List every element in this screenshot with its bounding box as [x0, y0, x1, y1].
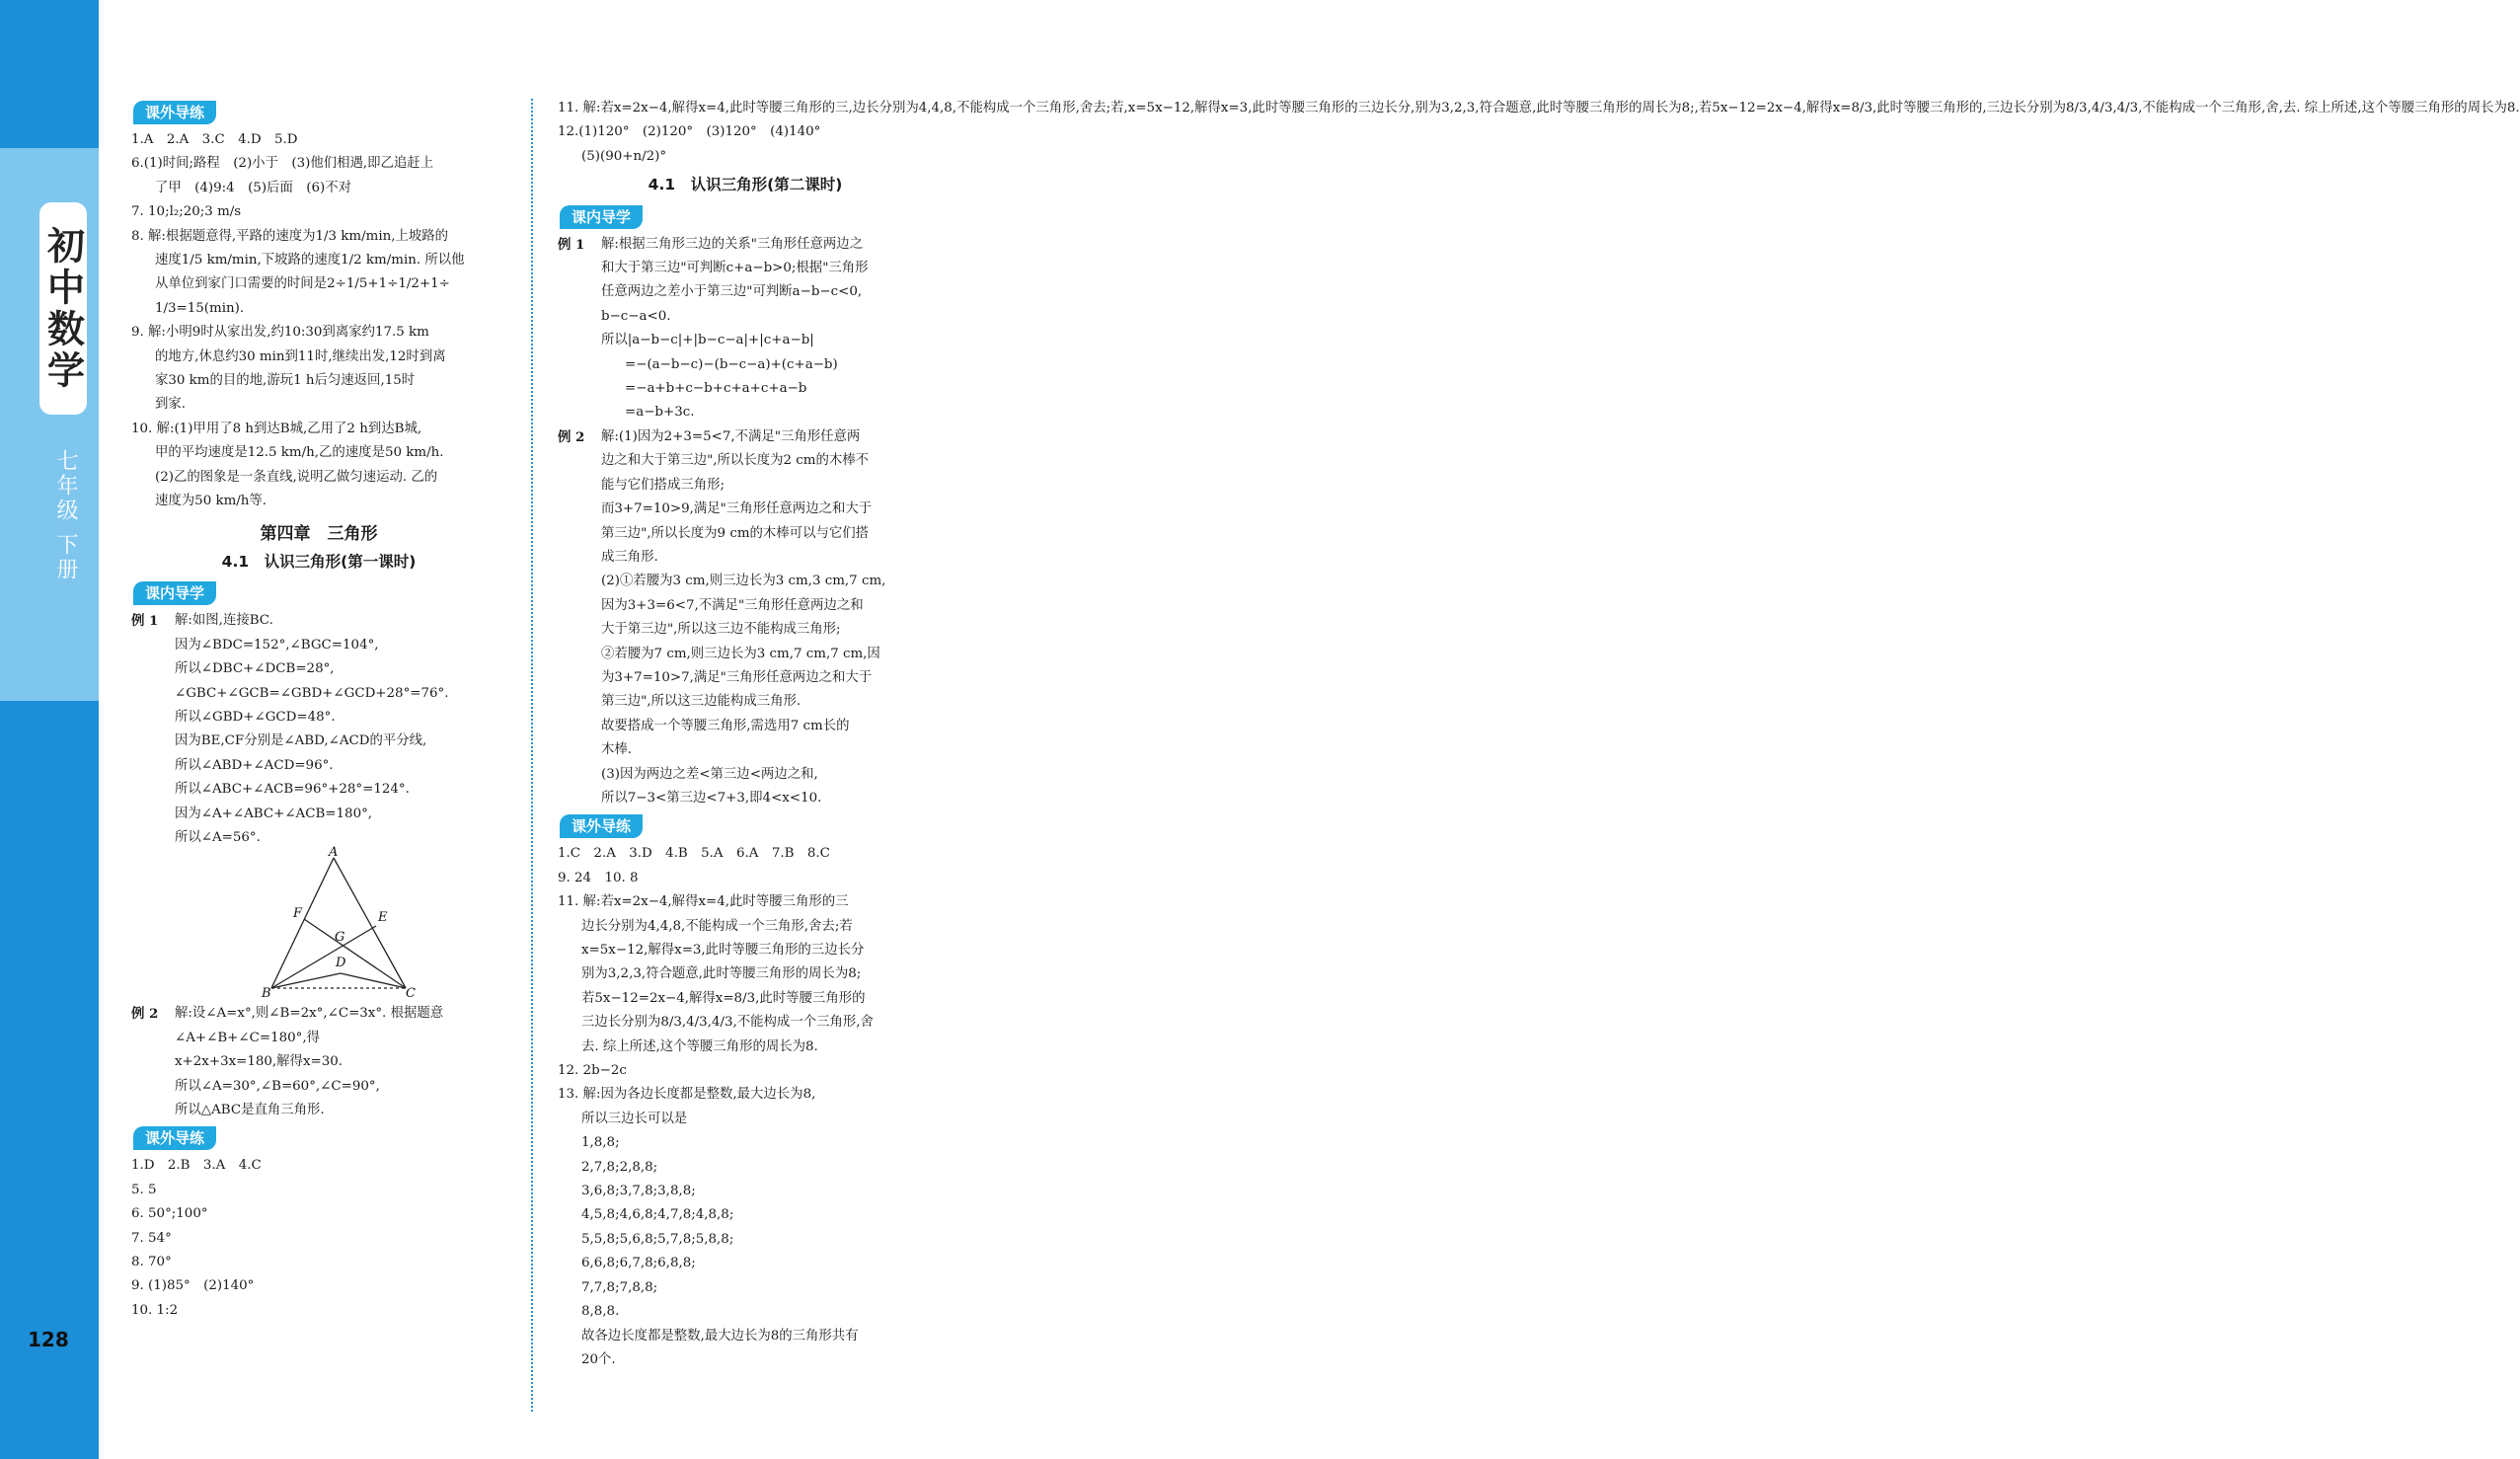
- solution-line: 边之和大于第三边",所以长度为2 cm的木棒不: [601, 453, 870, 469]
- solution-line: (3)因为两边之差<第三边<两边之和,: [601, 766, 818, 782]
- answer-line: 甲的平均速度是12.5 km/h,乙的速度是50 km/h.: [155, 445, 444, 461]
- sidebar: [0, 0, 99, 1459]
- answer-line: 6.(1)时间;路程 (2)小于 (3)他们相遇,即乙追赶上: [131, 156, 434, 172]
- answer-line: 8. 70°: [131, 1255, 172, 1270]
- example-label: 例 1: [131, 613, 159, 630]
- solution-line: =a−b+3c.: [625, 405, 695, 421]
- answer-line: 7. 54°: [131, 1230, 172, 1246]
- solution-line: 解:如图,连接BC.: [175, 613, 273, 629]
- answer-line: 1/3=15(min).: [155, 300, 245, 316]
- solution-line: 所以∠GBD+∠GCD=48°.: [175, 709, 336, 725]
- answer-line: (5)(90+n/2)°: [581, 148, 667, 164]
- left-column: [131, 97, 506, 1323]
- solution-line: 所以∠ABD+∠ACD=96°.: [175, 757, 334, 773]
- answer-line: 故各边长度都是整数,最大边长为8的三角形共有: [581, 1328, 859, 1344]
- example-2: [558, 425, 933, 811]
- edge-ab: [271, 858, 334, 988]
- triangle-figure: [131, 845, 506, 1002]
- label-e: E: [378, 910, 388, 926]
- label-c: C: [406, 986, 416, 1002]
- solution-line: 所以7−3<第三边<7+3,即4<x<10.: [601, 790, 822, 806]
- right-column: [558, 97, 2520, 1372]
- solution-line: b−c−a<0.: [601, 308, 671, 324]
- solution-line: 解:根据三角形三边的关系"三角形任意两边之: [601, 236, 864, 252]
- sidebar-title: 初中数学: [40, 225, 85, 392]
- solution-line: 解:(1)因为2+3=5<7,不满足"三角形任意两: [601, 428, 861, 444]
- answer-line: 10. 解:(1)甲用了8 h到达B城,乙用了2 h到达B城,: [131, 421, 422, 436]
- solution-line: 因为∠BDC=152°,∠BGC=104°,: [175, 637, 379, 653]
- solution-line: 因为BE,CF分别是∠ABD,∠ACD的平分线,: [175, 733, 427, 749]
- answer-line: 7,7,8;7,8,8;: [581, 1279, 658, 1295]
- answer-line: 20个.: [581, 1351, 616, 1367]
- answer-line: 速度1/5 km/min,下坡路的速度1/2 km/min. 所以他: [155, 253, 465, 269]
- label-f: F: [293, 906, 303, 922]
- answer-line: 到家.: [155, 397, 187, 413]
- solution-line: 因为∠A+∠ABC+∠ACB=180°,: [175, 806, 373, 821]
- example-label: 例 2: [558, 428, 585, 445]
- solution-line: 为3+7=10>7,满足"三角形任意两边之和大于: [601, 669, 873, 685]
- answer-line: x=5x−12,解得x=3,此时等腰三角形的三边长分: [581, 943, 865, 958]
- solution-line: 第三边",所以这三边能构成三角形.: [601, 694, 802, 710]
- answer-line: 4,5,8;4,6,8;4,7,8;4,8,8;: [581, 1207, 734, 1223]
- answer-line: 去. 综上所述,这个等腰三角形的周长为8.: [581, 1038, 818, 1054]
- lesson-title: 4.1 认识三角形(第一课时): [221, 552, 417, 571]
- solution-line: 解:设∠A=x°,则∠B=2x°,∠C=3x°. 根据题意: [175, 1006, 444, 1022]
- solution-line: 而3+7=10>9,满足"三角形任意两边之和大于: [601, 501, 873, 517]
- solution-line: 成三角形.: [601, 549, 658, 565]
- example-label: 例 2: [131, 1006, 159, 1023]
- solution-line: x+2x+3x=180,解得x=30.: [175, 1054, 344, 1070]
- sidebar-title-tab: [39, 202, 87, 415]
- example-2: [131, 1002, 506, 1122]
- lesson-title: 4.1 认识三角形(第二课时): [648, 176, 843, 194]
- solution-line: 能与它们搭成三角形;: [601, 477, 725, 493]
- answer-line: 12. 2b−2c: [558, 1063, 627, 1079]
- answer-line: 11. 解:若x=2x−4,解得x=4,此时等腰三角形的三,边长分别为4,4,8,不能构成一个三角形,舍去;若,x=5x−12,解得x=3,此时等腰三角形的三边长分,别为3,2,3,符合题意,此时等腰三角形的周长为8;,若5x−12=2x−4,解得x=8/3,此时等腰三角形的,三边长分别为8/3,4/3,4/3,不能构成一个三角形,舍,去. 综上所述,这个等腰三角形的周长为8.: [558, 101, 2520, 115]
- answer-line: 1.C 2.A 3.D 4.B 5.A 6.A 7.B 8.C: [558, 846, 830, 862]
- section-head-extra-practice: 课外导练: [133, 101, 216, 124]
- answer-line: 8,8,8.: [581, 1304, 620, 1320]
- sidebar-grade: 七年级 下册: [53, 449, 78, 582]
- answer-line: 12.(1)120° (2)120° (3)120° (4)140°: [558, 124, 821, 140]
- section-head-extra-practice: 课外导练: [133, 1126, 216, 1150]
- section-head-in-class: 课内导学: [133, 581, 216, 605]
- solution-line: ∠A+∠B+∠C=180°,得: [175, 1030, 320, 1045]
- solution-line: 因为3+3=6<7,不满足"三角形任意两边之和: [601, 597, 864, 613]
- answer-line: 2,7,8;2,8,8;: [581, 1159, 658, 1175]
- answer-line: 了甲 (4)9:4 (5)后面 (6)不对: [155, 180, 351, 195]
- answer-line: 9. 24 10. 8: [558, 870, 639, 885]
- answer-line: 的地方,休息约30 min到11时,继续出发,12时到离: [155, 348, 446, 364]
- solution-line: 木棒.: [601, 742, 633, 758]
- solution-line: 所以∠A=56°.: [175, 829, 261, 845]
- answer-line: 5. 5: [131, 1182, 157, 1197]
- answer-line: 11. 解:若x=2x−4,解得x=4,此时等腰三角形的三: [558, 894, 849, 910]
- solution-line: 大于第三边",所以这三边不能构成三角形;: [601, 622, 841, 638]
- example-1: [131, 609, 506, 850]
- solution-line: 第三边",所以长度为9 cm的木棒可以与它们搭: [601, 525, 870, 541]
- section-head-extra-practice: 课外导练: [560, 814, 643, 838]
- answer-line: 6,6,8;6,7,8;6,8,8;: [581, 1256, 696, 1271]
- answer-line: (2)乙的图象是一条直线,说明乙做匀速运动. 乙的: [155, 469, 438, 485]
- solution-line: 故要搭成一个等腰三角形,需选用7 cm长的: [601, 718, 850, 733]
- answer-line: 13. 解:因为各边长度都是整数,最大边长为8,: [558, 1087, 816, 1103]
- solution-line: =−(a−b−c)−(b−c−a)+(c+a−b): [625, 356, 838, 372]
- answer-line: 1.A 2.A 3.C 4.D 5.D: [131, 132, 298, 147]
- solution-line: 所以∠DBC+∠DCB=28°,: [175, 661, 335, 677]
- label-b: B: [262, 986, 271, 1002]
- solution-line: 所以|a−b−c|+|b−c−a|+|c+a−b|: [601, 333, 814, 348]
- solution-line: (2)①若腰为3 cm,则三边长为3 cm,3 cm,7 cm,: [601, 574, 886, 589]
- answer-line: 9. (1)85° (2)140°: [131, 1278, 255, 1294]
- segment-bd: [271, 973, 341, 988]
- answer-line: 家30 km的目的地,游玩1 h后匀速返回,15时: [155, 373, 416, 389]
- label-a: A: [329, 845, 339, 861]
- answer-line: 若5x−12=2x−4,解得x=8/3,此时等腰三角形的: [581, 990, 866, 1006]
- solution-line: 任意两边之差小于第三边"可判断a−b−c<0,: [601, 284, 863, 300]
- solution-line: 所以∠ABC+∠ACB=96°+28°=124°.: [175, 782, 410, 798]
- solution-line: =−a+b+c−b+c+a+c+a−b: [625, 381, 807, 397]
- example-label: 例 1: [558, 236, 585, 253]
- answer-line: 速度为50 km/h等.: [155, 494, 267, 509]
- solution-line: 所以△ABC是直角三角形.: [175, 1103, 325, 1117]
- answer-line: 8. 解:根据题意得,平路的速度为1/3 km/min,上坡路的: [131, 228, 449, 244]
- answer-line: 3,6,8;3,7,8;3,8,8;: [581, 1184, 696, 1199]
- solution-line: ②若腰为7 cm,则三边长为3 cm,7 cm,7 cm,因: [601, 646, 880, 661]
- answer-line: 别为3,2,3,符合题意,此时等腰三角形的周长为8;: [581, 966, 862, 982]
- answer-line: 6. 50°;100°: [131, 1206, 208, 1222]
- solution-line: 所以∠A=30°,∠B=60°,∠C=90°,: [175, 1078, 380, 1094]
- label-d: D: [336, 956, 346, 971]
- label-g: G: [335, 930, 345, 946]
- answer-line: 从单位到家门口需要的时间是2÷1/5+1÷1/2+1÷: [155, 276, 450, 292]
- answer-line: 边长分别为4,4,8,不能构成一个三角形,舍去;若: [581, 918, 853, 934]
- answer-line: 5,5,8;5,6,8;5,7,8;5,8,8;: [581, 1231, 734, 1247]
- answer-line: 7. 10;l₂;20;3 m/s: [131, 204, 242, 220]
- answer-line: 三边长分别为8/3,4/3,4/3,不能构成一个三角形,舍: [581, 1015, 874, 1031]
- answer-line: 1.D 2.B 3.A 4.C: [131, 1158, 262, 1174]
- triangle-svg: [260, 845, 418, 1002]
- answer-line: 10. 1:2: [131, 1302, 179, 1318]
- answer-line: 所以三边长可以是: [581, 1111, 688, 1126]
- page-number: 128: [28, 1328, 69, 1351]
- column-divider: [531, 99, 533, 1412]
- answer-line: 9. 解:小明9时从家出发,约10:30到离家约17.5 km: [131, 325, 429, 341]
- answer-line: 1,8,8;: [581, 1135, 620, 1151]
- solution-line: 和大于第三边"可判断c+a−b>0;根据"三角形: [601, 261, 869, 276]
- chapter-title: 第四章 三角形: [260, 523, 378, 544]
- solution-line: ∠GBC+∠GCB=∠GBD+∠GCD+28°=76°.: [175, 685, 449, 701]
- section-head-in-class: 课内导学: [560, 205, 643, 229]
- example-1: [558, 233, 933, 425]
